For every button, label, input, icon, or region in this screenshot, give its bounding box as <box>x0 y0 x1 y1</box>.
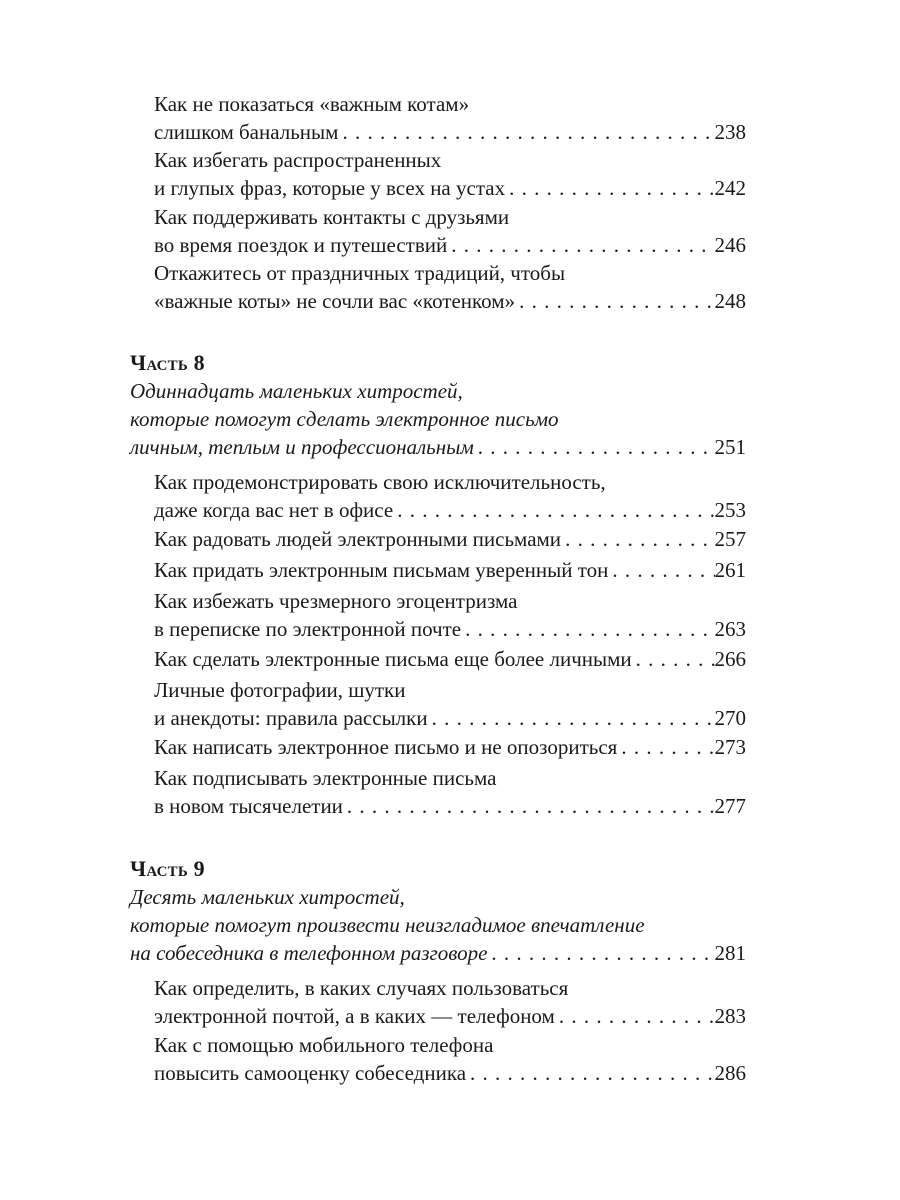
part-9-section[interactable] <box>130 855 746 967</box>
leader-dots <box>617 733 714 761</box>
toc-entry[interactable] <box>154 468 746 524</box>
toc-entry[interactable] <box>154 587 746 643</box>
leader-dots <box>515 287 714 315</box>
entry-title-line: повысить самооценку собеседника <box>154 1061 467 1085</box>
page-number: 251 <box>714 435 746 459</box>
toc-entry[interactable] <box>154 90 746 146</box>
toc-entry[interactable] <box>154 556 746 584</box>
leader-dots <box>393 496 714 524</box>
toc-entry[interactable] <box>154 1031 746 1087</box>
leader-dots <box>343 792 715 820</box>
leader-dots <box>428 704 715 732</box>
toc-entry[interactable] <box>154 676 746 732</box>
part-subtitle-line: личным, теплым и профессиональным <box>130 435 474 459</box>
toc-entry[interactable] <box>154 974 746 1030</box>
toc-entry[interactable] <box>154 203 746 259</box>
leader-dots <box>474 433 715 461</box>
leader-dots <box>338 118 714 146</box>
leader-dots <box>447 231 714 259</box>
page-number: 242 <box>714 176 746 200</box>
page-number: 286 <box>714 1061 746 1085</box>
part-subtitle-line: которые помогут произвести неизгладимое впечатление <box>130 913 645 937</box>
page-number: 257 <box>714 527 746 551</box>
entry-title-line: электронной почтой, а в каких — телефоном <box>154 1004 555 1028</box>
part-heading: Часть 9 <box>130 856 205 881</box>
toc-entry[interactable] <box>154 259 746 315</box>
entry-title-line: и анекдоты: правила рассылки <box>154 706 428 730</box>
page-number: 246 <box>714 233 746 257</box>
page-number: 281 <box>714 941 746 965</box>
toc-entry[interactable] <box>154 733 746 761</box>
toc-entry[interactable] <box>154 525 746 553</box>
leader-dots <box>487 939 714 967</box>
part-subtitle-line: на собеседника в телефонном разговоре <box>130 941 488 965</box>
entry-title-line: Как поддерживать контакты с друзьями <box>154 205 510 229</box>
page-number: 253 <box>714 498 746 522</box>
entry-title-line: «важные коты» не сочли вас «котенком» <box>154 289 516 313</box>
entry-title-line: Как избегать распространенных <box>154 148 442 172</box>
page-number: 270 <box>714 706 746 730</box>
leader-dots <box>466 1059 714 1087</box>
entry-title-line: Личные фотографии, шутки <box>154 678 406 702</box>
page-number: 273 <box>714 735 746 759</box>
part-subtitle-line: Одиннадцать маленьких хитростей, <box>130 379 463 403</box>
entry-title-line: Как подписывать электронные письма <box>154 766 497 790</box>
leader-dots <box>555 1002 715 1030</box>
page-number: 263 <box>714 617 746 641</box>
entry-title-line: Откажитесь от праздничных традиций, чтобы <box>154 261 566 285</box>
part-heading: Часть 8 <box>130 350 205 375</box>
entry-title-line: Как радовать людей электронными письмами <box>154 527 562 551</box>
leader-dots <box>505 174 714 202</box>
page-number: 266 <box>714 647 746 671</box>
entry-title-line: и глупых фраз, которые у всех на устах <box>154 176 506 200</box>
part-8-section[interactable] <box>130 349 746 461</box>
entry-title-line: Как сделать электронные письма еще более личными <box>154 647 632 671</box>
page-number: 277 <box>714 794 746 818</box>
leader-dots <box>561 525 714 553</box>
toc-entry[interactable] <box>154 764 746 820</box>
entry-title-line: Как написать электронное письмо и не опозориться <box>154 735 618 759</box>
entry-title-line: Как определить, в каких случаях пользоваться <box>154 976 569 1000</box>
toc-entry[interactable] <box>154 146 746 202</box>
entry-title-line: во время поездок и путешествий <box>154 233 448 257</box>
page-number: 238 <box>714 120 746 144</box>
part-subtitle-line: Десять маленьких хитростей, <box>130 885 405 909</box>
entry-title-line: в новом тысячелетии <box>154 794 343 818</box>
entry-title-line: Как избежать чрезмерного эгоцентризма <box>154 589 518 613</box>
entry-title-line: Как не показаться «важным котам» <box>154 92 470 116</box>
toc-entry[interactable] <box>154 645 746 673</box>
entry-title-line: в переписке по электронной почте <box>154 617 462 641</box>
page-number: 248 <box>714 289 746 313</box>
page-number: 283 <box>714 1004 746 1028</box>
page-number: 261 <box>714 558 746 582</box>
leader-dots <box>632 645 715 673</box>
leader-dots <box>461 615 714 643</box>
entry-title-line: Как придать электронным письмам уверенный тон <box>154 558 609 582</box>
entry-title-line: даже когда вас нет в офисе <box>154 498 394 522</box>
entry-title-line: Как продемонстрировать свою исключительность, <box>154 470 606 494</box>
leader-dots <box>608 556 714 584</box>
entry-title-line: Как с помощью мобильного телефона <box>154 1033 494 1057</box>
part-subtitle-line: которые помогут сделать электронное письмо <box>130 407 559 431</box>
entry-title-line: слишком банальным <box>154 120 339 144</box>
